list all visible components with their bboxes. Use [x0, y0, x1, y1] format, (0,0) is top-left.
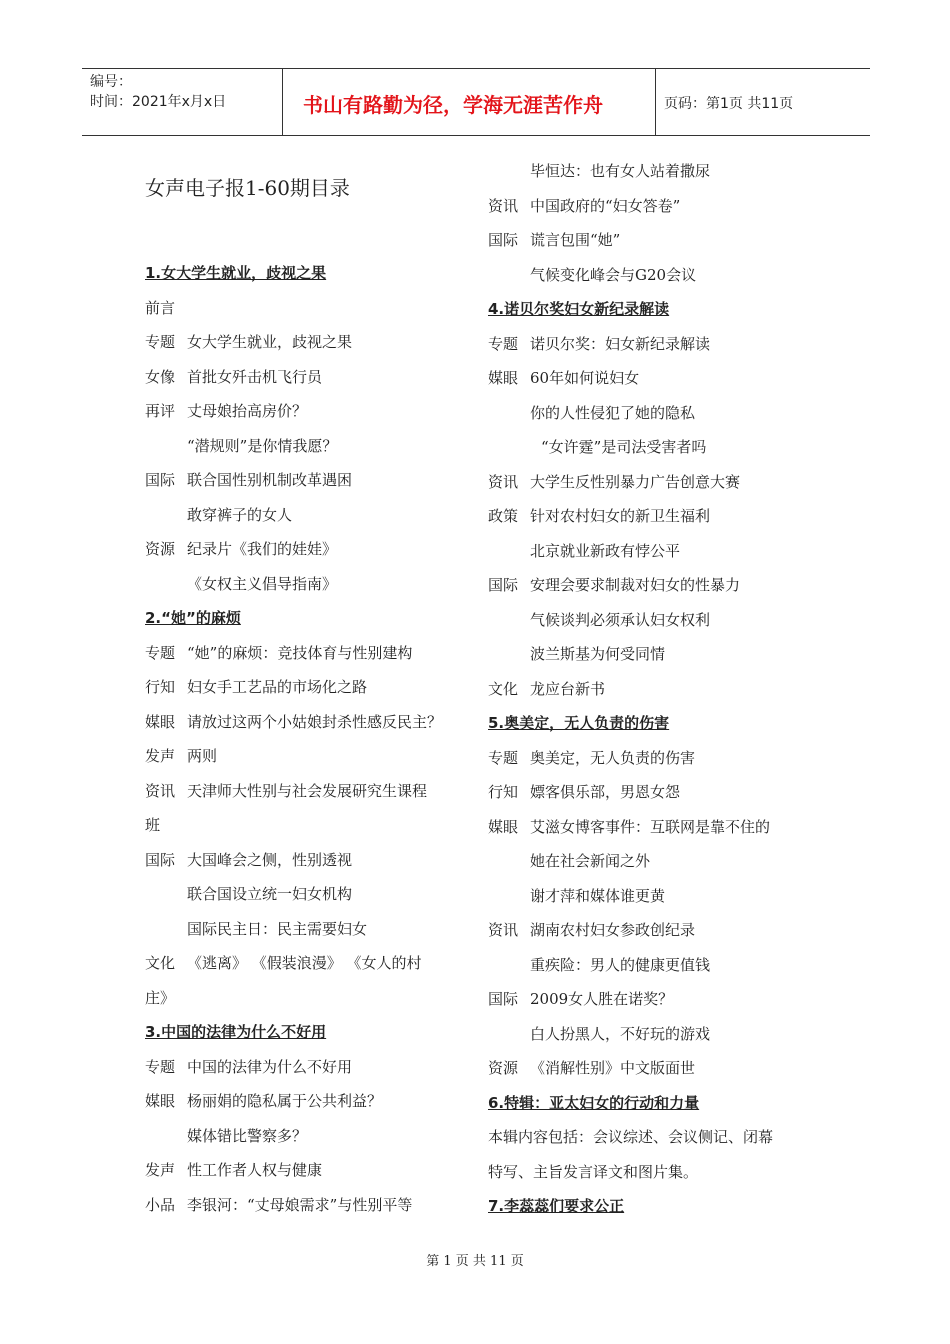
- section-heading: 4.诺贝尔奖妇女新纪录解读: [488, 300, 670, 318]
- toc-subentry: 气候谈判必须承认妇女权利: [530, 610, 711, 629]
- entry-category: 行知: [488, 783, 519, 801]
- entry-title: 艾滋女博客事件：互联网是靠不住的: [530, 817, 771, 836]
- entry-title: 中国政府的“妇女答卷”: [530, 196, 681, 215]
- toc-text: 特写、主旨发言译文和图片集。: [488, 1162, 699, 1181]
- toc-entry: [488, 574, 740, 595]
- page-footer: 第 1 页 共 11 页: [426, 1254, 524, 1269]
- section-heading: 1.女大学生就业，歧视之果: [145, 264, 327, 282]
- toc-text: 庄》: [145, 988, 176, 1007]
- entry-category: 媒眼: [145, 712, 176, 731]
- toc-entry: [488, 195, 680, 216]
- entry-category: 专题: [145, 1057, 176, 1076]
- entry-category: 国际: [488, 231, 519, 249]
- entry-title: 杨丽娟的隐私属于公共利益？: [187, 1092, 383, 1110]
- entry-category: 行知: [145, 678, 176, 696]
- toc-subentry: 北京就业新政有悖公平: [530, 541, 681, 560]
- toc-text: 前言: [145, 298, 176, 317]
- entry-title: 2009女人胜在诺奖？: [530, 990, 674, 1008]
- toc-entry: [488, 988, 673, 1009]
- toc-entry: [145, 366, 322, 387]
- entry-title: 嫖客俱乐部，男恩女怨: [530, 783, 681, 801]
- entry-title: 两则: [187, 747, 218, 765]
- entry-title: 妇女手工艺品的市场化之路: [187, 678, 368, 696]
- entry-category: 文化: [145, 954, 176, 972]
- entry-category: 媒眼: [488, 369, 519, 387]
- entry-title: 纪录片《我们的娃娃》: [187, 540, 338, 558]
- toc-subentry: “潜规则”是你情我愿？: [187, 436, 338, 455]
- toc-subentry: 白人扮黑人，不好玩的游戏: [530, 1024, 711, 1043]
- toc-entry: [488, 678, 605, 699]
- toc-subentry: 她在社会新闻之外: [530, 852, 651, 870]
- entry-title: 奥美定，无人负责的伤害: [530, 748, 696, 767]
- toc-subentry: 《女权主义倡导指南》: [187, 574, 338, 593]
- toc-entry: [145, 642, 412, 663]
- toc-subentry: 谢才萍和媒体谁更黄: [530, 886, 666, 905]
- entry-category: 媒眼: [488, 817, 519, 836]
- entry-title: 大学生反性别暴力广告创意大赛: [530, 472, 741, 491]
- toc-entry: [145, 538, 337, 559]
- toc-subentry: 重疾险：男人的健康更值钱: [530, 955, 711, 974]
- toc-subentry: 你的人性侵犯了她的隐私: [530, 403, 696, 422]
- entry-title: 丈母娘抬高房价？: [187, 402, 308, 420]
- entry-title: 天津师大性别与社会发展研究生课程: [187, 781, 428, 800]
- section-heading: 7.李蕊蕊们要求公正: [488, 1197, 625, 1215]
- toc-subentry: 气候变化峰会与G20会议: [530, 265, 697, 284]
- toc-subentry: “女许霆”是司法受害者吗: [541, 438, 707, 456]
- entry-category: 文化: [488, 679, 519, 698]
- toc-subentry: 媒体错比警察多？: [187, 1126, 308, 1145]
- toc-entry: [145, 745, 217, 766]
- motto-text: 书山有路勤为径，学海无涯苦作舟: [303, 93, 603, 117]
- toc-entry: [488, 781, 680, 802]
- entry-title: 请放过这两个小姑娘封杀性感反民主？: [187, 712, 443, 731]
- document-title: 女声电子报1-60期目录: [145, 176, 350, 200]
- entry-title: 首批女歼击机飞行员: [187, 367, 323, 386]
- toc-entry: [145, 331, 352, 352]
- entry-title: 女大学生就业，歧视之果: [187, 333, 353, 351]
- toc-subentry: 联合国设立统一妇女机构: [187, 885, 353, 903]
- toc-entry: [488, 505, 710, 526]
- toc-entry: [488, 816, 770, 837]
- date-label: 时间：2021年x月x日: [90, 94, 227, 110]
- toc-entry: [145, 1090, 382, 1111]
- entry-category: 专题: [145, 643, 176, 662]
- toc-subentry: 毕恒达：也有女人站着撒尿: [530, 162, 711, 180]
- toc-entry: [145, 1194, 412, 1215]
- entry-category: 国际: [488, 576, 519, 594]
- entry-title: 60年如何说妇女: [530, 369, 640, 387]
- entry-title: 《逃离》 《假装浪漫》 《女人的村: [187, 954, 422, 972]
- section-heading: 6.特辑：亚太妇女的行动和力量: [488, 1093, 700, 1112]
- entry-title: 联合国性别机制改革遇困: [187, 471, 353, 489]
- entry-category: 专题: [145, 333, 176, 351]
- entry-title: 《消解性别》中文版面世: [530, 1059, 696, 1077]
- entry-category: 小品: [145, 1195, 176, 1214]
- section-heading: 3.中国的法律为什么不好用: [145, 1023, 327, 1041]
- entry-title: 湖南农村妇女参政创纪录: [530, 921, 696, 939]
- entry-title: 安理会要求制裁对妇女的性暴力: [530, 576, 741, 594]
- toc-text: 班: [145, 816, 161, 834]
- toc-subentry: 波兰斯基为何受同情: [530, 645, 666, 663]
- toc-entry: [145, 952, 422, 973]
- entry-category: 专题: [488, 748, 519, 767]
- entry-title: 诺贝尔奖：妇女新纪录解读: [530, 334, 711, 353]
- toc-entry: [488, 367, 639, 388]
- entry-category: 国际: [145, 850, 176, 869]
- entry-title: 龙应台新书: [530, 679, 606, 698]
- page-info: 页码：第1页 共11页: [664, 96, 794, 112]
- toc-entry: [488, 471, 740, 492]
- toc-entry: [145, 400, 307, 421]
- header-table: [82, 68, 870, 136]
- toc-entry: [488, 747, 695, 768]
- entry-category: 资源: [145, 540, 176, 558]
- toc-entry: [145, 780, 427, 801]
- toc-subentry: 国际民主日：民主需要妇女: [187, 919, 368, 938]
- entry-category: 再评: [145, 402, 176, 420]
- toc-entry: [145, 1056, 352, 1077]
- entry-category: 发声: [145, 747, 176, 765]
- entry-category: 资源: [488, 1059, 519, 1077]
- entry-title: 大国峰会之侧，性别透视: [187, 850, 353, 869]
- entry-title: 李银河：“丈母娘需求”与性别平等: [187, 1195, 413, 1214]
- entry-title: 针对农村妇女的新卫生福利: [530, 507, 711, 525]
- toc-entry: [145, 849, 352, 870]
- toc-entry: [145, 1159, 322, 1180]
- entry-category: 资讯: [488, 472, 519, 491]
- section-heading: 5.奥美定，无人负责的伤害: [488, 714, 670, 732]
- entry-category: 资讯: [488, 921, 519, 939]
- toc-entry: [488, 1057, 695, 1078]
- toc-entry: [145, 676, 367, 697]
- toc-entry: [488, 919, 695, 940]
- entry-category: 资讯: [145, 781, 176, 800]
- entry-category: 女像: [145, 367, 176, 386]
- header-meta: [82, 69, 282, 135]
- entry-category: 专题: [488, 334, 519, 353]
- toc-entry: [488, 333, 710, 354]
- header-motto-cell: [282, 69, 656, 135]
- toc-entry: [145, 469, 352, 490]
- entry-category: 发声: [145, 1161, 176, 1179]
- entry-title: “她”的麻烦：竞技体育与性别建构: [187, 643, 413, 662]
- section-heading: 2.“她”的麻烦: [145, 609, 241, 627]
- entry-category: 国际: [488, 990, 519, 1008]
- toc-text: 本辑内容包括：会议综述、会议侧记、闭幕: [488, 1128, 774, 1146]
- entry-category: 政策: [488, 507, 519, 525]
- entry-category: 国际: [145, 471, 176, 489]
- entry-title: 中国的法律为什么不好用: [187, 1057, 353, 1076]
- entry-category: 资讯: [488, 196, 519, 215]
- toc-subentry: 敢穿裤子的女人: [187, 505, 293, 524]
- entry-title: 谎言包围“她”: [530, 231, 621, 249]
- entry-title: 性工作者人权与健康: [187, 1161, 323, 1179]
- serial-label: 编号：: [90, 74, 132, 90]
- toc-entry: [488, 229, 620, 250]
- entry-category: 媒眼: [145, 1092, 176, 1110]
- toc-entry: [145, 711, 442, 732]
